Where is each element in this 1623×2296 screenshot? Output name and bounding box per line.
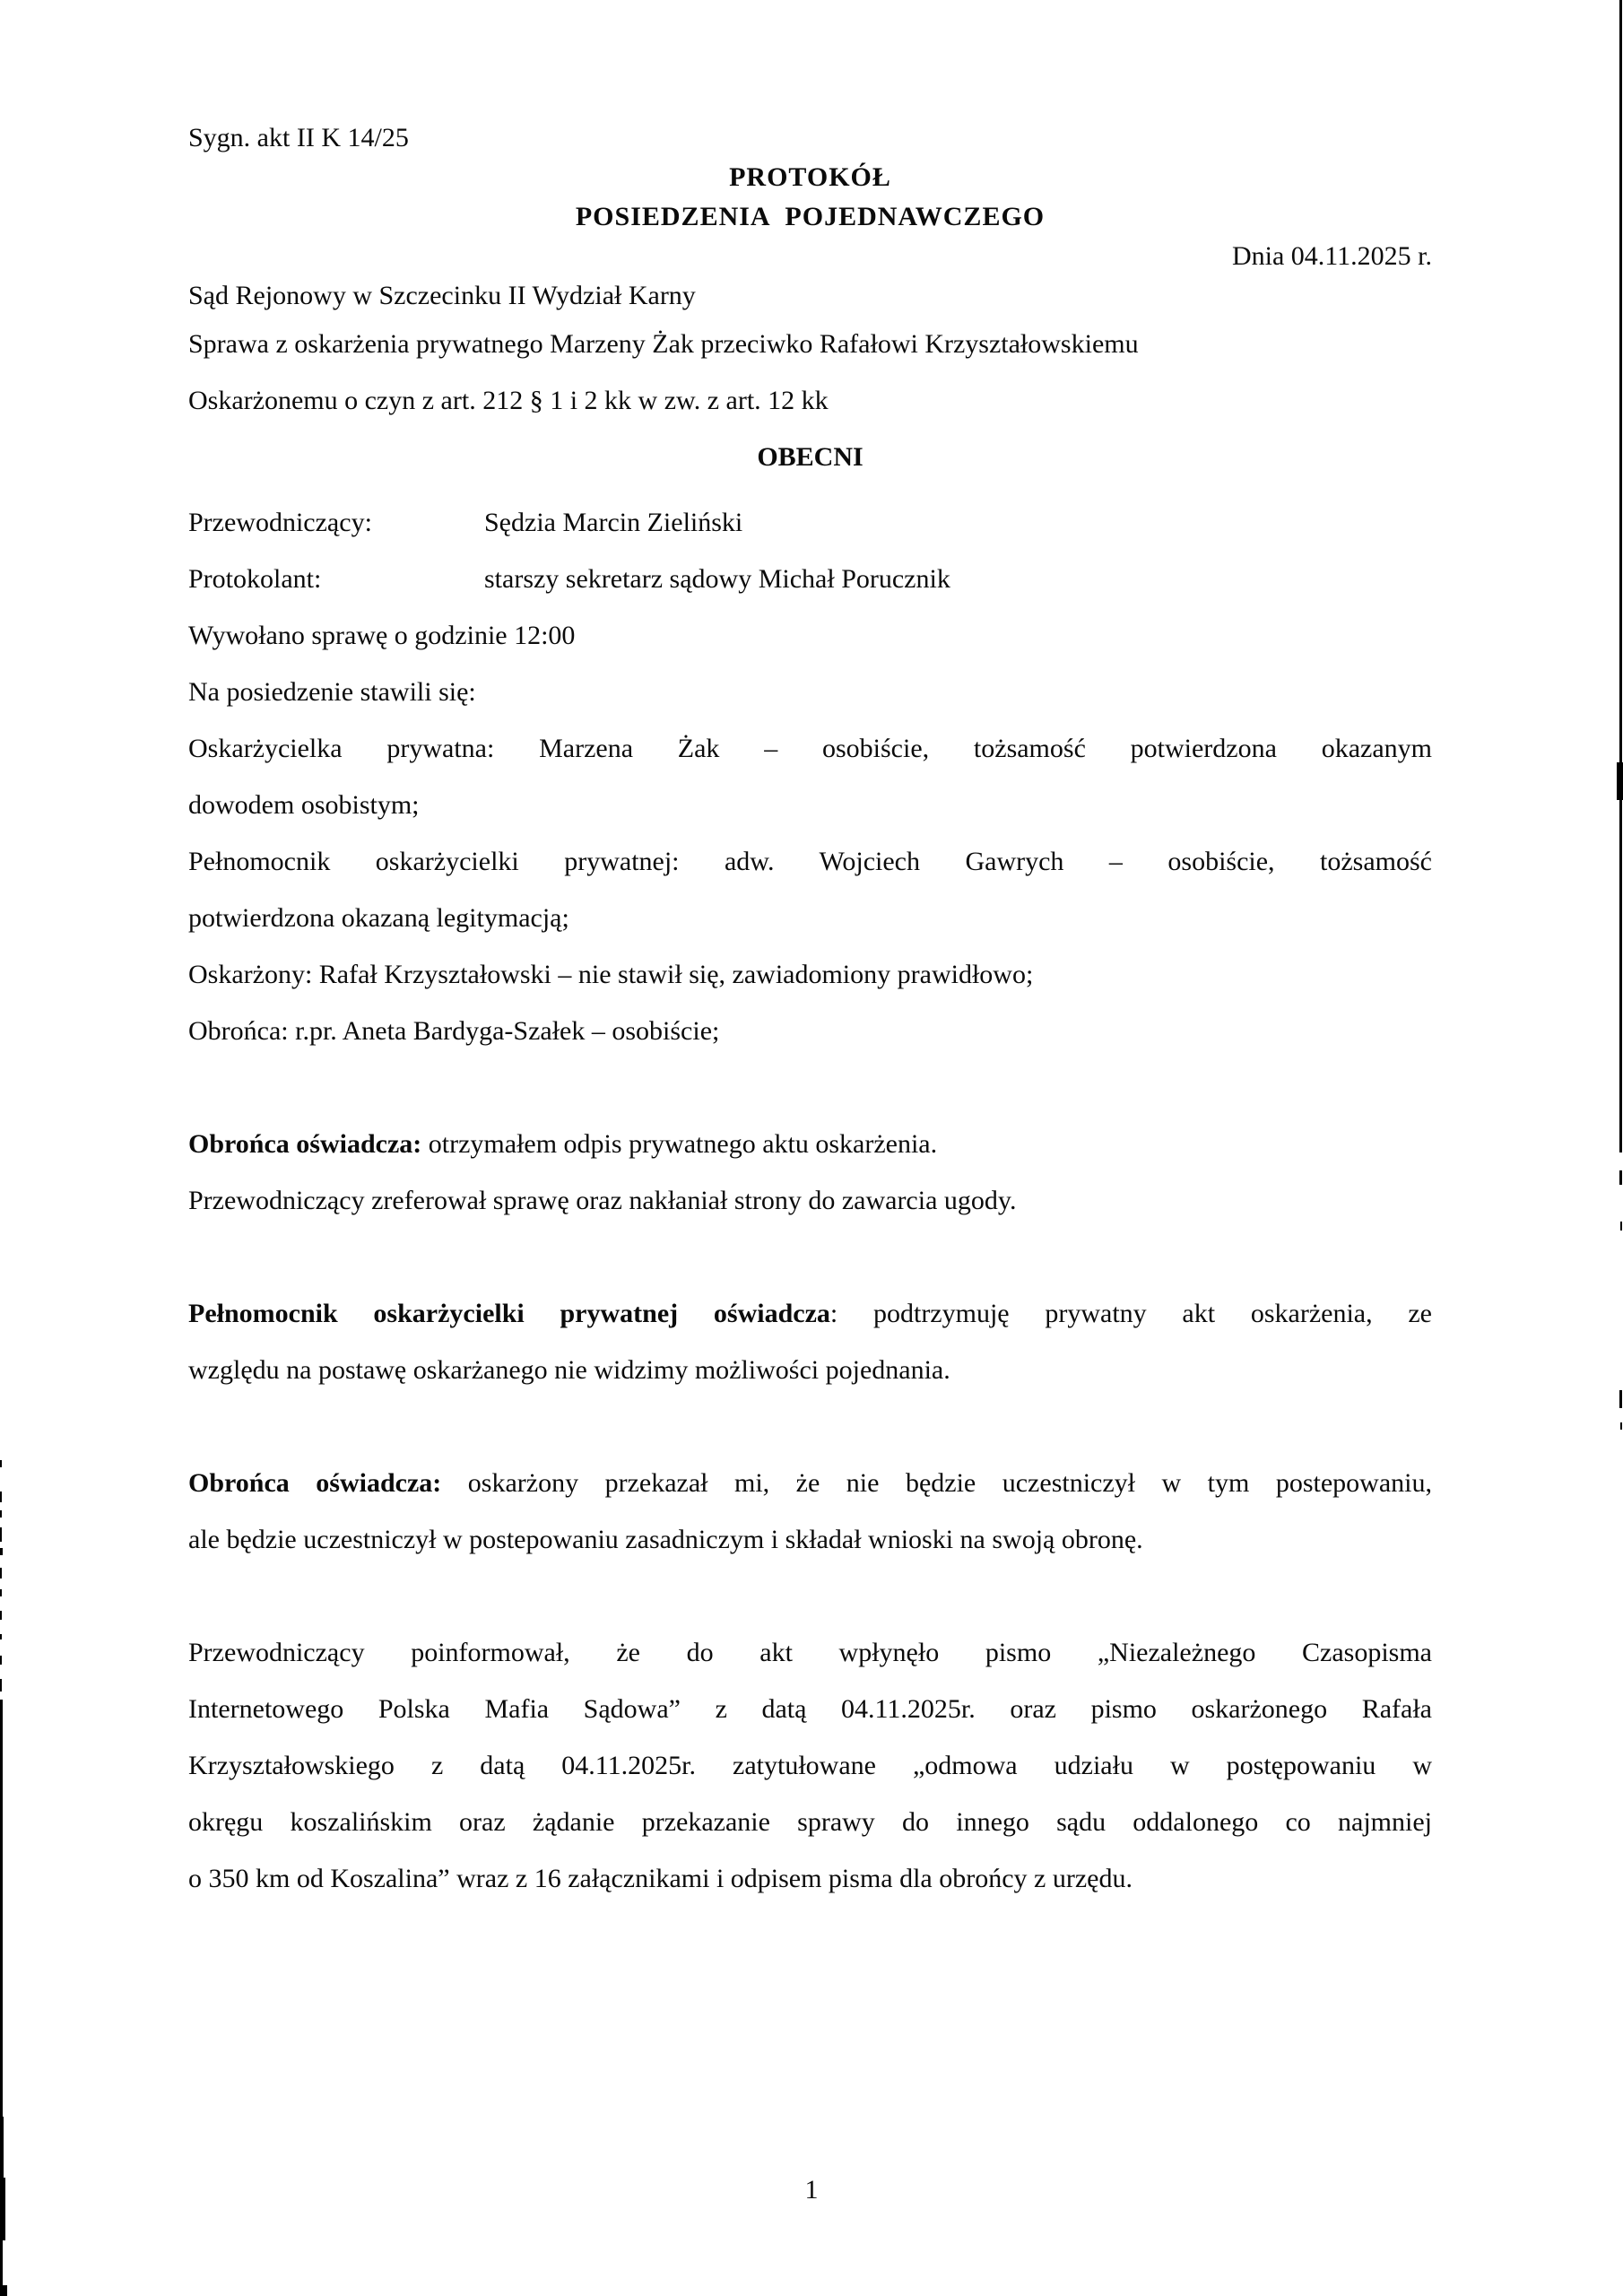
statement-text: oskarżony przekazał mi, że nie będzie uczestniczył w tym postepowaniu, <box>441 1468 1432 1498</box>
scan-artifact <box>0 1611 2 1620</box>
statement-speaker: Obrońca oświadcza: <box>188 1129 422 1159</box>
statement-text: otrzymałem odpis prywatnego aktu oskarżenia. <box>421 1129 938 1159</box>
clerk-label: Protokolant: <box>188 564 322 594</box>
chairman-information <box>188 1624 1432 1907</box>
scan-artifact <box>0 2240 3 2285</box>
scan-artifact <box>0 1492 2 1502</box>
paragraph-line: ale będzie uczestniczył w postepowaniu zasadniczym i składał wnioski na swoją obronę. <box>188 1525 1143 1554</box>
scan-artifact <box>0 1656 2 1665</box>
case-called-line: Wywołano sprawę o godzinie 12:00 <box>188 621 576 650</box>
document-title-line-1: PROTOKÓŁ <box>729 162 891 192</box>
scan-artifact <box>1617 762 1623 800</box>
present-roles <box>188 494 1432 607</box>
charge-description: Oskarżonemu o czyn z art. 212 § 1 i 2 kk w zw. z art. 12 kk <box>188 386 829 415</box>
statement-speaker: Pełnomocnik oskarżycielki prywatnej oświadcza <box>188 1299 830 1328</box>
clerk-name: starszy sekretarz sądowy Michał Porucznik <box>484 564 950 594</box>
paragraph-line: Krzyształowskiego z datą 04.11.2025r. zatytułowane „odmowa udziału w postępowaniu w <box>188 1751 1432 1780</box>
document-date: Dnia 04.11.2025 r. <box>1231 241 1432 271</box>
paragraph-line <box>188 1116 1432 1172</box>
scan-artifact <box>0 1589 2 1596</box>
paragraph-line: Oskarżycielka prywatna: Marzena Żak – osobiście, tożsamość potwierdzona okazanym <box>188 734 1432 763</box>
paragraph-line: względu na postawę oskarżanego nie widzimy możliwości pojednania. <box>188 1355 950 1385</box>
defender-statement-1 <box>188 1116 1432 1172</box>
scan-artifact <box>0 1510 2 1518</box>
case-number: Sygn. akt II K 14/25 <box>188 123 409 152</box>
scan-artifact <box>1619 1390 1622 1408</box>
chairman-name: Sędzia Marcin Zieliński <box>484 508 743 537</box>
scan-artifact <box>0 1568 2 1578</box>
scan-artifact <box>0 1634 2 1639</box>
scan-artifact <box>0 1700 3 2117</box>
role-row-clerk <box>188 551 1432 607</box>
scan-artifact <box>1620 1222 1622 1231</box>
present-heading: OBECNI <box>757 442 864 472</box>
paragraph-line: Pełnomocnik oskarżycielki prywatnej: adw. Wojciech Gawrych – osobiście, tożsamość <box>188 847 1432 876</box>
scan-artifact <box>0 2285 7 2296</box>
scan-artifact <box>1619 0 1622 1152</box>
paragraph-private-prosecutor <box>188 720 1432 833</box>
statement-speaker: Obrońca oświadcza: <box>188 1468 442 1498</box>
paragraph-line: potwierdzona okazaną legitymacją; <box>188 903 569 933</box>
court-name: Sąd Rejonowy w Szczecinku II Wydział Karny <box>188 281 696 310</box>
scan-artifact <box>1619 1170 1622 1185</box>
paragraph-line: dowodem osobistym; <box>188 790 420 820</box>
appeared-line: Na posiedzenie stawili się: <box>188 677 476 707</box>
statement-text: : podtrzymuję prywatny akt oskarżenia, ze <box>829 1299 1432 1328</box>
paragraph-line: okręgu koszalińskim oraz żądanie przekazanie sprawy do innego sądu oddalonego co najmniej <box>188 1807 1432 1837</box>
chairman-label: Przewodniczący: <box>188 508 372 537</box>
scan-artifact <box>0 1548 3 1555</box>
paragraph-line <box>188 1285 1432 1342</box>
paragraph-line: o 350 km od Koszalina” wraz z 16 załącznikami i odpisem pisma dla obrońcy z urzędu. <box>188 1864 1133 1893</box>
accused-line: Oskarżony: Rafał Krzyształowski – nie stawił się, zawiadomiony prawidłowo; <box>188 960 1034 989</box>
chairman-action-line: Przewodniczący zreferował sprawę oraz nakłaniał strony do zawarcia ugody. <box>188 1186 1017 1215</box>
attorney-statement <box>188 1285 1432 1398</box>
role-row-chairman <box>188 494 1432 551</box>
page-number: 1 <box>804 2175 819 2205</box>
scan-artifact <box>0 1527 2 1542</box>
paragraph-line <box>188 1455 1432 1511</box>
defender-line: Obrońca: r.pr. Aneta Bardyga-Szałek – osobiście; <box>188 1016 720 1046</box>
document-content <box>188 118 1432 1907</box>
document-title-line-2: POSIEDZENIA POJEDNAWCZEGO <box>575 202 1046 231</box>
defender-statement-2 <box>188 1455 1432 1568</box>
case-description: Sprawa z oskarżenia prywatnego Marzeny Żak przeciwko Rafałowi Krzyształowskiemu <box>188 329 1139 359</box>
paragraph-line: Przewodniczący poinformował, że do akt wpłynęło pismo „Niezależnego Czasopisma <box>188 1638 1432 1667</box>
scan-artifact <box>0 1460 2 1467</box>
scan-artifact <box>1620 1422 1622 1430</box>
paragraph-line: Internetowego Polska Mafia Sądowa” z datą 04.11.2025r. oraz pismo oskarżonego Rafała <box>188 1694 1432 1724</box>
paragraph-attorney <box>188 833 1432 946</box>
scan-artifact <box>0 1679 2 1692</box>
